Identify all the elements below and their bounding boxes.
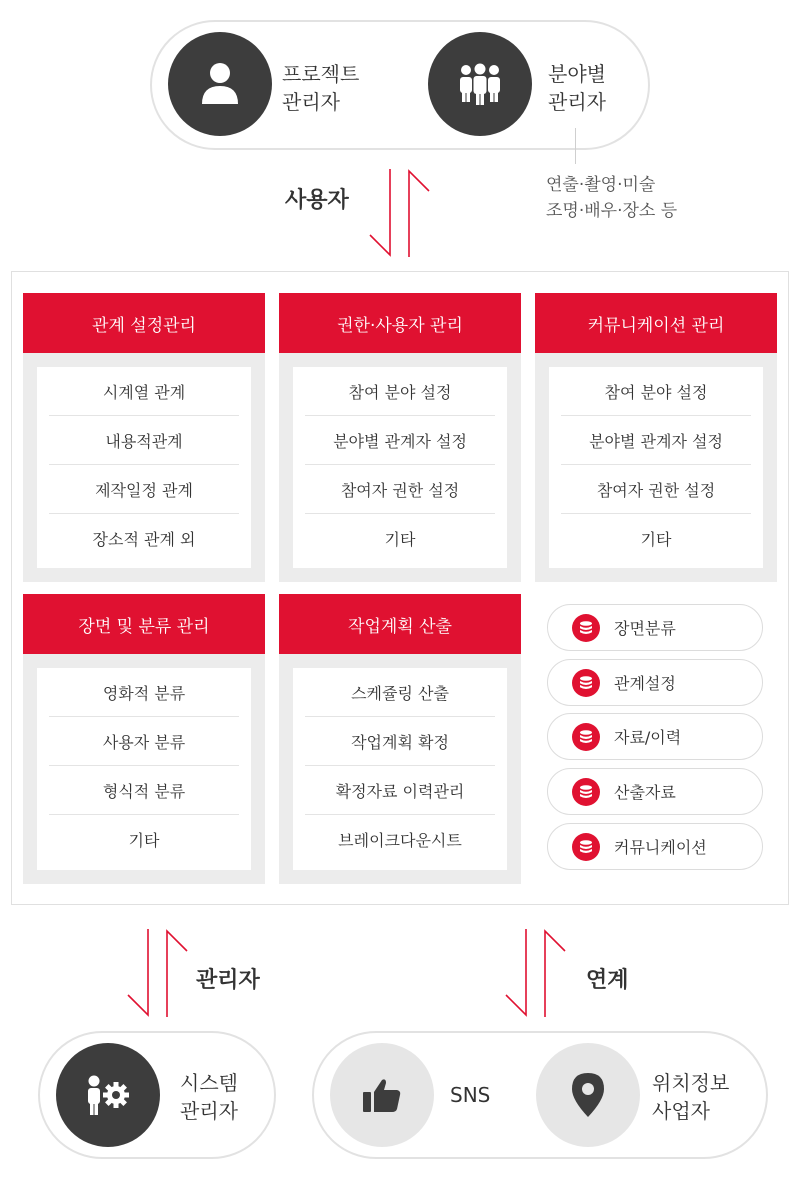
list-item: 사용자 분류 xyxy=(49,717,239,766)
list-item: 분야별 관계자 설정 xyxy=(305,416,495,465)
person-icon xyxy=(200,62,240,106)
list-item: 스케쥴링 산출 xyxy=(305,668,495,717)
card-relation-settings xyxy=(23,293,265,582)
card-items xyxy=(37,668,251,870)
tag-label: 자료/이력 xyxy=(614,728,682,747)
project-manager-circle xyxy=(168,32,272,136)
card-items xyxy=(549,367,763,568)
tag-label: 장면분류 xyxy=(614,619,676,638)
note-connector-line xyxy=(575,128,576,164)
user-flow-label: 사용자 xyxy=(285,188,349,213)
project-manager-label: 프로젝트 관리자 xyxy=(282,62,360,114)
list-item: 장소적 관계 외 xyxy=(92,529,196,549)
sns-circle xyxy=(330,1043,434,1147)
tag-output-data xyxy=(547,768,763,815)
database-icon xyxy=(572,833,600,861)
tag-communication xyxy=(547,823,763,870)
list-item: 영화적 분류 xyxy=(49,668,239,717)
list-item: 기타 xyxy=(640,529,672,549)
card-title: 관계 설정관리 xyxy=(23,293,265,353)
list-item: 참여자 권한 설정 xyxy=(305,465,495,514)
location-pin-icon xyxy=(571,1072,605,1118)
system-admin-group xyxy=(38,1031,276,1159)
card-items xyxy=(293,367,507,568)
list-item: 작업계획 확정 xyxy=(305,717,495,766)
card-title: 작업계획 산출 xyxy=(279,594,521,654)
bidirectional-arrow-icon xyxy=(126,925,190,1019)
link-flow-label: 연계 xyxy=(586,968,629,993)
card-items xyxy=(37,367,251,568)
admin-gear-icon xyxy=(85,1073,131,1117)
list-item: 참여자 권한 설정 xyxy=(561,465,751,514)
database-icon xyxy=(572,778,600,806)
list-item: 형식적 분류 xyxy=(49,766,239,815)
group-icon xyxy=(456,62,504,106)
location-provider-label: 위치정보 사업자 xyxy=(652,1071,730,1123)
system-admin-label: 시스템 관리자 xyxy=(180,1071,238,1123)
tag-data-history xyxy=(547,713,763,760)
card-work-plan xyxy=(279,594,521,884)
card-title: 권한·사용자 관리 xyxy=(279,293,521,353)
list-item: 확정자료 이력관리 xyxy=(305,766,495,815)
card-communication xyxy=(535,293,777,582)
database-icon xyxy=(572,614,600,642)
list-item: 제작일정 관계 xyxy=(49,465,239,514)
tag-label: 관계설정 xyxy=(614,674,676,693)
list-item: 시계열 관계 xyxy=(49,367,239,416)
field-manager-note: 연출·촬영·미술 조명·배우·장소 등 xyxy=(546,175,678,221)
card-permission-user xyxy=(279,293,521,582)
bidirectional-arrow-icon xyxy=(368,165,432,259)
list-item: 기타 xyxy=(384,529,416,549)
card-title: 장면 및 분류 관리 xyxy=(23,594,265,654)
sns-label: SNS xyxy=(450,1083,491,1107)
tag-scene-classification xyxy=(547,604,763,651)
system-admin-circle xyxy=(56,1043,160,1147)
field-manager-circle xyxy=(428,32,532,136)
thumbs-up-icon xyxy=(362,1077,402,1113)
card-title: 커뮤니케이션 관리 xyxy=(535,293,777,353)
admin-flow-label: 관리자 xyxy=(196,968,260,993)
external-services-group xyxy=(312,1031,768,1159)
database-icon xyxy=(572,723,600,751)
list-item: 기타 xyxy=(128,830,160,850)
list-item: 참여 분야 설정 xyxy=(561,367,751,416)
list-item: 분야별 관계자 설정 xyxy=(561,416,751,465)
bidirectional-arrow-icon xyxy=(504,925,568,1019)
tag-label: 커뮤니케이션 xyxy=(614,838,707,857)
list-item: 브레이크다운시트 xyxy=(338,830,462,850)
field-manager-label: 분야별 관리자 xyxy=(548,62,606,114)
database-icon xyxy=(572,669,600,697)
tag-relation-settings xyxy=(547,659,763,706)
list-item: 참여 분야 설정 xyxy=(305,367,495,416)
card-items xyxy=(293,668,507,870)
card-scene-classification xyxy=(23,594,265,884)
location-provider-circle xyxy=(536,1043,640,1147)
tag-label: 산출자료 xyxy=(614,783,676,802)
list-item: 내용적관계 xyxy=(49,416,239,465)
